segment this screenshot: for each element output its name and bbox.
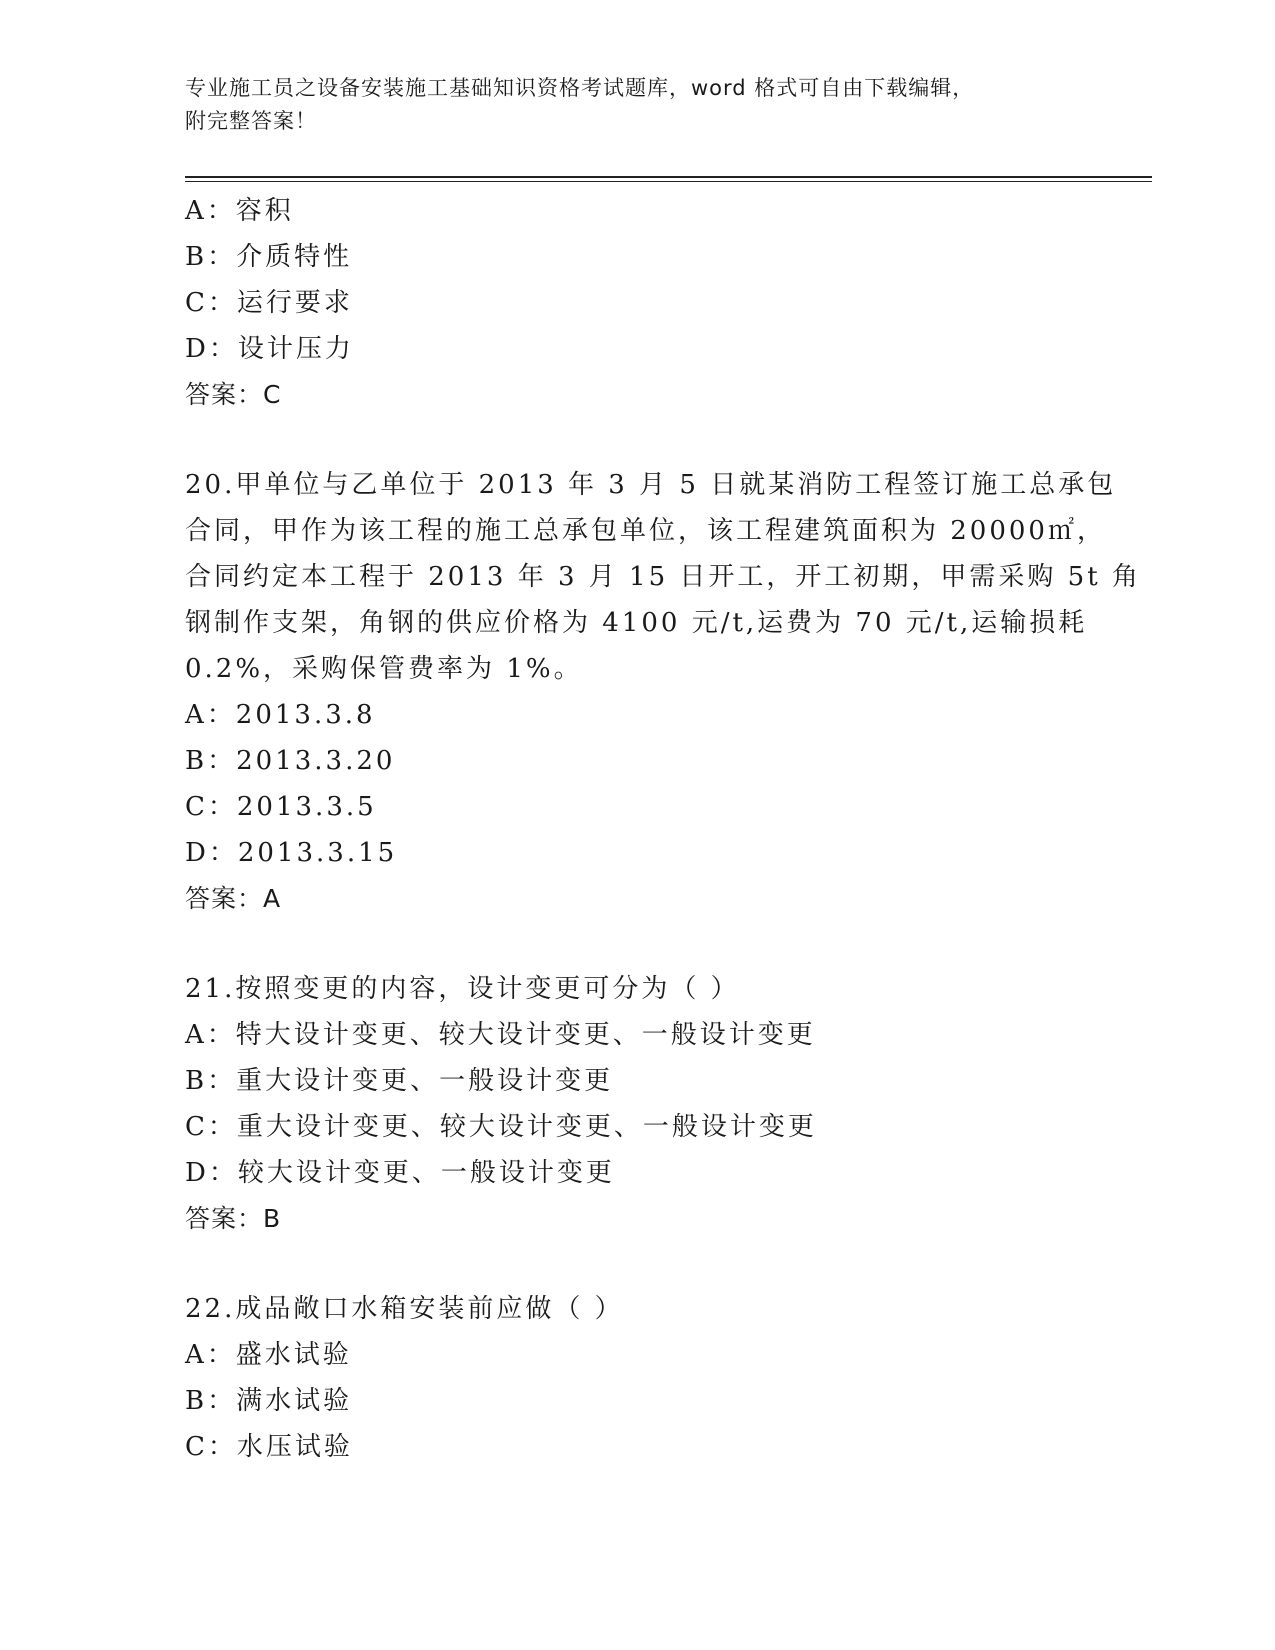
- option-c: C：水压试验: [185, 1432, 353, 1462]
- question-stem-line: 合同，甲作为该工程的施工总承包单位，该工程建筑面积为 20000㎡，: [185, 516, 1106, 546]
- option-a: A：盛水试验: [185, 1340, 352, 1370]
- option-a: A：容积: [185, 196, 294, 226]
- option-d: D：2013.3.15: [185, 838, 398, 868]
- question-list: [185, 188, 1141, 1470]
- option-b: B：介质特性: [185, 242, 353, 272]
- option-c: C：2013.3.5: [185, 792, 377, 822]
- answer: 答案：C: [185, 380, 282, 409]
- header-divider: [185, 176, 1152, 178]
- option-b: B：重大设计变更、一般设计变更: [185, 1066, 614, 1096]
- question-19: [185, 188, 1085, 418]
- answer: 答案：A: [185, 884, 282, 913]
- header-line-2: 附完整答案！: [185, 109, 317, 133]
- header-divider-thin: [185, 181, 1152, 182]
- question-stem-line: 钢制作支架，角钢的供应价格为 4100 元/t,运费为 70 元/t,运输损耗: [185, 608, 1088, 638]
- header-line-1: 专业施工员之设备安装施工基础知识资格考试题库，word 格式可自由下载编辑，: [185, 76, 975, 100]
- question-stem-line: 21.按照变更的内容，设计变更可分为（ ）: [185, 974, 740, 1004]
- question-stem-line: 0.2%，采购保管费率为 1%。: [185, 654, 583, 684]
- question-stem-line: 22.成品敞口水箱安装前应做（ ）: [185, 1294, 624, 1324]
- question-stem-line: 合同约定本工程于 2013 年 3 月 15 日开工，开工初期，甲需采购 5t 角: [185, 562, 1141, 592]
- option-d: D：设计压力: [185, 334, 354, 364]
- option-c: C：运行要求: [185, 288, 353, 318]
- option-a: A：特大设计变更、较大设计变更、一般设计变更: [185, 1020, 816, 1050]
- question-21: [185, 966, 1085, 1242]
- option-c: C：重大设计变更、较大设计变更、一般设计变更: [185, 1112, 817, 1142]
- question-22: [185, 1286, 1085, 1470]
- option-d: D：较大设计变更、一般设计变更: [185, 1158, 615, 1188]
- document-header: [185, 72, 1085, 138]
- question-20: [185, 462, 1141, 922]
- option-b: B：2013.3.20: [185, 746, 396, 776]
- option-b: B：满水试验: [185, 1386, 353, 1416]
- answer: 答案：B: [185, 1204, 282, 1233]
- question-stem-line: 20.甲单位与乙单位于 2013 年 3 月 5 日就某消防工程签订施工总承包: [185, 470, 1117, 500]
- option-a: A：2013.3.8: [185, 700, 376, 730]
